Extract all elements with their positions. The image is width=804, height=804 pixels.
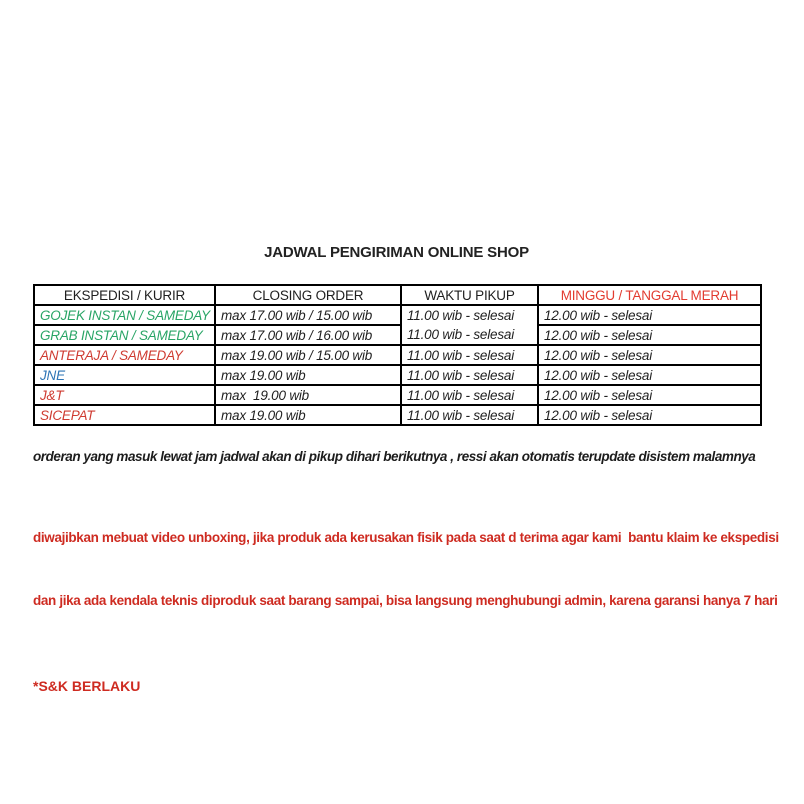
courier-cell: J&T xyxy=(34,385,215,405)
pickup-cell: 11.00 wib - selesai xyxy=(401,345,538,365)
shipping-schedule-table xyxy=(33,284,762,426)
closing-cell: max 19.00 wib xyxy=(215,365,401,385)
unboxing-warranty-note xyxy=(33,485,779,653)
courier-cell: GOJEK INSTAN / SAMEDAY xyxy=(34,305,215,325)
closing-cell: max 17.00 wib / 15.00 wib xyxy=(215,305,401,325)
pickup-cell: 11.00 wib - selesai xyxy=(401,325,538,345)
pickup-cell: 11.00 wib - selesai xyxy=(401,405,538,425)
header-closing-order: CLOSING ORDER xyxy=(215,285,401,305)
pickup-cell: 11.00 wib - selesai xyxy=(401,365,538,385)
courier-cell: GRAB INSTAN / SAMEDAY xyxy=(34,325,215,345)
closing-cell: max 19.00 wib xyxy=(215,405,401,425)
unboxing-note-line2: dan jika ada kendala teknis diproduk saat barang sampai, bisa langsung menghubungi admin, karena garansi hanya 7 hari xyxy=(33,593,778,608)
table-header-row xyxy=(34,285,761,305)
unboxing-note-line1: diwajibkan mebuat video unboxing, jika produk ada kerusakan fisik pada saat d terima agar kami bantu klaim ke ekspedisi xyxy=(33,530,779,545)
courier-cell: ANTERAJA / SAMEDAY xyxy=(34,345,215,365)
table-row xyxy=(34,365,761,385)
pickup-cell: 11.00 wib - selesai xyxy=(401,385,538,405)
closing-cell: max 17.00 wib / 16.00 wib xyxy=(215,325,401,345)
table-row xyxy=(34,385,761,405)
header-minggu-tanggal-merah: MINGGU / TANGGAL MERAH xyxy=(538,285,761,305)
table-row xyxy=(34,305,761,325)
sunday-cell: 12.00 wib - selesai xyxy=(538,305,761,325)
table-row xyxy=(34,325,761,345)
header-ekspedisi: EKSPEDISI / KURIR xyxy=(34,285,215,305)
sunday-cell: 12.00 wib - selesai xyxy=(538,345,761,365)
sunday-cell: 12.00 wib - selesai xyxy=(538,385,761,405)
terms-disclaimer: *S&K BERLAKU xyxy=(33,678,141,694)
courier-cell: SICEPAT xyxy=(34,405,215,425)
pickup-cell: 11.00 wib - selesai xyxy=(401,305,538,325)
table-row xyxy=(34,405,761,425)
courier-cell: JNE xyxy=(34,365,215,385)
sunday-cell: 12.00 wib - selesai xyxy=(538,325,761,345)
late-order-note: orderan yang masuk lewat jam jadwal akan di pikup dihari berikutnya , ressi akan otomatis terupdate disistem malamnya xyxy=(33,449,756,464)
closing-cell: max 19.00 wib xyxy=(215,385,401,405)
sunday-cell: 12.00 wib - selesai xyxy=(538,365,761,385)
table-row xyxy=(34,345,761,365)
shipping-schedule-notice xyxy=(33,244,779,694)
header-waktu-pikup: WAKTU PIKUP xyxy=(401,285,538,305)
closing-cell: max 19.00 wib / 15.00 wib xyxy=(215,345,401,365)
page-title: JADWAL PENGIRIMAN ONLINE SHOP xyxy=(264,244,529,261)
sunday-cell: 12.00 wib - selesai xyxy=(538,405,761,425)
